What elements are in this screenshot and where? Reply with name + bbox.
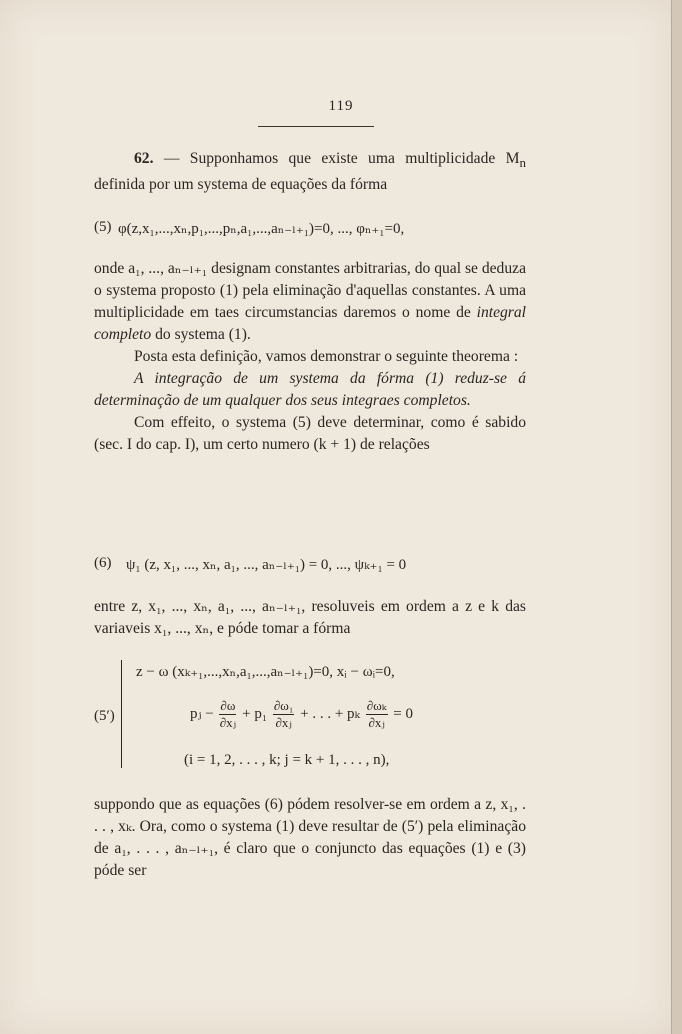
fraction-numerator: ∂ω	[220, 698, 236, 713]
equation-5-label: (5)	[94, 219, 112, 235]
page-edge	[671, 0, 682, 1034]
equation-5prime-line-1: z − ω (xₖ₊₁,...,xₙ,a₁,...,aₙ₋ₗ₊₁)=0, xᵢ − ωᵢ=0,	[136, 664, 395, 680]
fraction-numerator: ∂ωₖ	[366, 698, 387, 713]
paragraph-theorem-intro: Posta esta definição, vamos demonstrar o seguinte theorema :	[134, 348, 519, 365]
para5-text: suppondo que as equações (6) pódem resolver-se em ordem a z, x₁, . . . , xₖ. Ora, como o systema (1) deve resultar de (5′) pela eliminação de a₁, . . . , aₙ₋ₗ₊₁, é claro que o conjuncto das equações (1) e (3) póde ser	[94, 796, 526, 879]
paragraph-suppondo	[94, 794, 526, 882]
fraction-numerator: ∂ω₁	[273, 698, 294, 713]
paragraph-relations: Com effeito, o systema (5) deve determinar, como é sabido (sec. I do cap. I), um certo numero (k + 1) de relações	[94, 414, 526, 453]
eq-line2-b: + p₁	[242, 705, 268, 722]
section-62-intro	[94, 148, 526, 196]
eq-line2-a: pⱼ −	[190, 705, 214, 722]
para1-emphasis: integral completo	[94, 304, 526, 343]
equation-5prime-line-2	[190, 698, 413, 731]
para4-text: entre z, x₁, ..., xₙ, a₁, ..., aₙ₋ₗ₊₁, resoluveis em ordem a z e k das variaveis x₁, ..., xₙ, e póde tomar a fórma	[94, 598, 526, 637]
para1-text-b: do systema (1).	[151, 326, 251, 343]
para1-text-a: onde a₁, ..., aₙ₋ₗ₊₁ designam constantes arbitrarias, do qual se deduza o systema proposto (1) pela eliminação d'aquellas constantes. A uma multiplicidade em taes circumstancias daremos o nome de	[94, 260, 526, 321]
page-number: 119	[328, 98, 354, 114]
equation-6: ψ₁ (z, x₁, ..., xₙ, a₁, ..., aₙ₋ₗ₊₁) = 0, ..., ψₖ₊₁ = 0	[126, 557, 407, 573]
fraction-omega-1	[273, 698, 295, 731]
equation-5prime-label: (5′)	[94, 708, 115, 724]
theorem-statement: A integração de um systema da fórma (1) reduz-se á determinação de um qualquer dos seus integraes completos.	[94, 370, 526, 409]
section-number: 62.	[134, 150, 154, 167]
system-brace	[121, 660, 128, 768]
fraction-omega-k	[366, 698, 388, 731]
equation-6-label: (6)	[94, 555, 112, 571]
fraction-denominator: ∂xⱼ	[219, 715, 237, 730]
eq-line2-d: = 0	[393, 705, 413, 722]
equation-5prime-line-3: (i = 1, 2, . . . , k; j = k + 1, . . . , n),	[184, 752, 390, 768]
section-intro-rest: definida por um systema de equações da fórma	[94, 176, 388, 194]
equation-5: φ(z,x₁,...,xₙ,p₁,...,pₙ,a₁,...,aₙ₋ₗ₊₁)=0, ..., φₙ₊₁=0,	[118, 221, 405, 237]
section-intro-sub: n	[519, 155, 526, 171]
section-intro: — Supponhamos que existe uma multiplicidade M	[153, 150, 520, 167]
eq-line2-c: + . . . + pₖ	[300, 705, 361, 722]
fraction-omega	[219, 698, 236, 731]
fraction-denominator: ∂xⱼ	[275, 715, 292, 730]
paragraph-integral-completo	[94, 258, 526, 456]
paragraph-resoluveis	[94, 596, 526, 640]
header-rule	[258, 126, 374, 127]
fraction-denominator: ∂xⱼ	[368, 715, 385, 730]
